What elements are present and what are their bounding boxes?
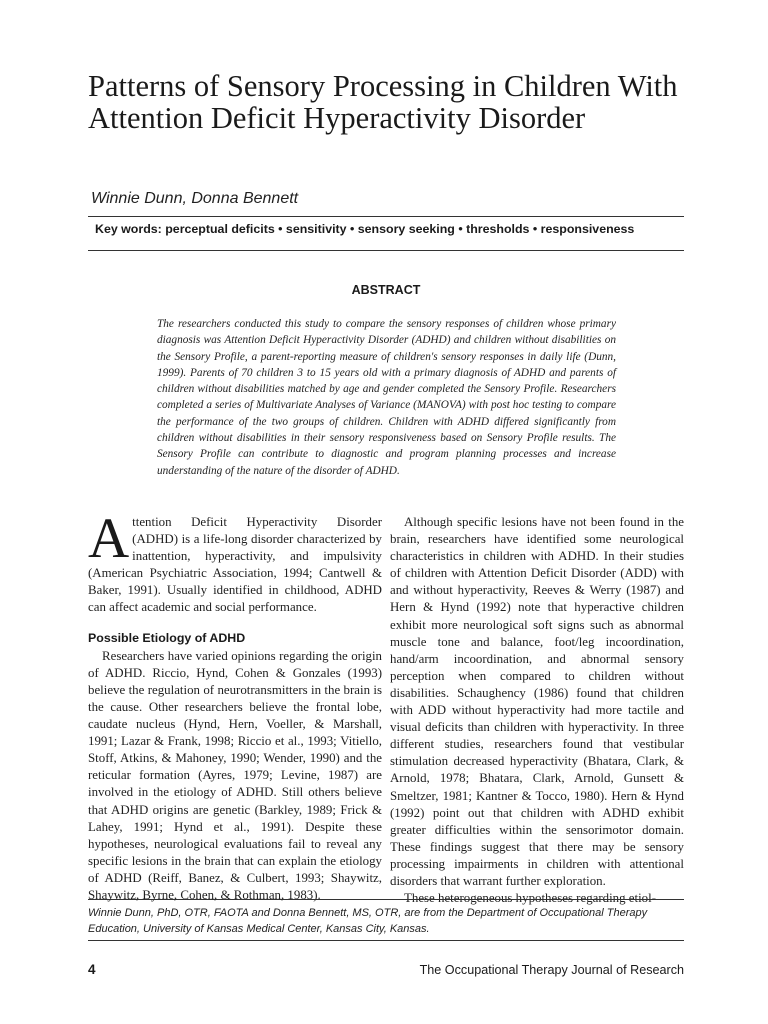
- footnote-rule: [88, 899, 684, 900]
- abstract-text: The researchers conducted this study to compare the sensory responses of children whose primary diagnosis was Attention Deficit Hyperactivity Disorder (ADHD) and children without disabilities on the Sensory Profile, a parent-reporting measure of children's sensory responses in daily life (Dunn, 1999). Parents of 70 children 3 to 15 years old with a primary diagnosis of ADHD and parents of children without disabilities matched by age and gender completed the Sensory Profile. Researchers completed a series of Multivariate Analyses of Variance (MANOVA) with post hoc testing to compare the performance of the two groups of children. Children with ADHD differed significantly from children without disabilities in their sensory responsiveness based on Sensory Profile results. The Sensory Profile can contribute to diagnostic and program planning processes and increase understanding of the nature of the disorder of ADHD.: [157, 318, 616, 477]
- etiology-paragraph: Researchers have varied opinions regarding the origin of ADHD. Riccio, Hynd, Cohen & Gonzales (1993) believe the regulation of neurotransmitters in the brain is the cause. Other researchers believe the frontal lobe, caudate nucleus (Hynd, Hern, Voeller, & Marshall, 1991; Lazar & Frank, 1998; Riccio et al., 1993; Vitiello, Stoff, Atkins, & Mahoney, 1990; Wender, 1990) and the reticular formation (Ayres, 1979; Levine, 1987) are involved in the etiology of ADHD. Still others believe that ADHD origins are genetic (Barkley, 1989; Frick & Lahey, 1991; Hynd et al., 1991). Despite these hypotheses, neurological evaluations fail to reveal any specific lesions in the brain that can explain the etiology of ADHD (Reiff, Banez, & Culbert, 1993; Shaywitz, Shaywitz, Byrne, Cohen, & Rothman, 1983).: [88, 648, 382, 902]
- header-rule: [88, 216, 684, 217]
- drop-cap: A: [88, 507, 130, 570]
- body-column-left: [88, 507, 382, 904]
- footer-rule: [88, 940, 684, 941]
- keywords: Key words: perceptual deficits • sensitivity • sensory seeking • thresholds • responsiveness: [95, 222, 635, 236]
- section-heading-etiology: Possible Etiology of ADHD: [88, 630, 246, 645]
- page-number: 4: [88, 962, 96, 977]
- intro-text: ttention Deficit Hyperactivity Disorder (ADHD) is a life-long disorder characterized by inattention, hyperactivity, and impulsivity (American Psychiatric Association, 1994; Cantwell & Baker, 1991). Usually identified in childhood, ADHD can affect academic and social performance.: [88, 515, 382, 615]
- author-list: Winnie Dunn, Donna Bennett: [91, 190, 299, 207]
- hypotheses-paragraph: These heterogeneous hypotheses regarding etiol-: [404, 891, 656, 906]
- body-column-right: [390, 514, 684, 907]
- abstract-heading: ABSTRACT: [351, 283, 421, 297]
- keywords-rule: [88, 250, 684, 251]
- author-affiliation-footnote: Winnie Dunn, PhD, OTR, FAOTA and Donna Bennett, MS, OTR, are from the Department of Occupational Therapy Education, University of Kansas Medical Center, Kansas City, Kansas.: [88, 907, 648, 935]
- intro-paragraph: [88, 507, 382, 617]
- lesions-paragraph: Although specific lesions have not been found in the brain, researchers have identified some neurological characteristics in children with ADHD. In their studies of children with Attention Deficit Disorder (ADD) with and without hyperactivity, Reeves & Werry (1987) and Hern & Hynd (1992) note that hyperactive children exhibit more neurological soft signs such as abnormal muscle tone and balance, foot/leg incoordination, hand/arm incoordination, and abnormal sensory perception when compared to children without disabilities. Schaughency (1986) found that children with ADD without hyperactivity had more tactile and visual deficits than children with hyperactivity. In three different studies, researchers found that vestibular stimulation decreased hyperactivity (Bhatara, Clark, & Arnold, 1978; Bhatara, Clark, Arnold, Gunsett & Smeltzer, 1981; Kantner & Tocco, 1980). Hern & Hynd (1992) point out that children with ADHD exhibit greater difficulties within the sensorimotor domain. These findings suggest that there may be sensory processing impairments in children with attentional disorders that warrant further exploration.: [390, 515, 684, 888]
- paper-title: Patterns of Sensory Processing in Children With Attention Deficit Hyperactivity Disorder: [88, 69, 678, 135]
- journal-name: The Occupational Therapy Journal of Research: [419, 963, 684, 977]
